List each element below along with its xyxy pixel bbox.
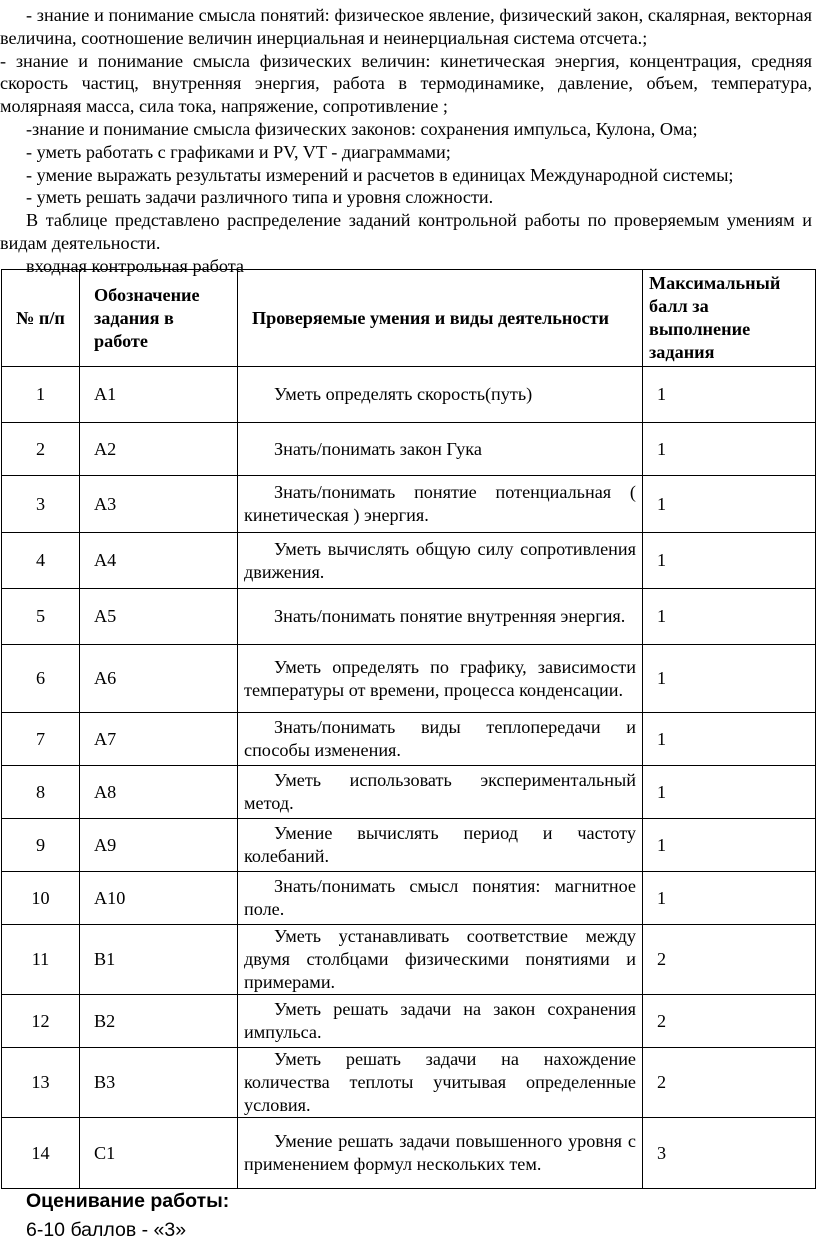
row-num: 7 — [2, 713, 80, 766]
row-score: 1 — [643, 533, 816, 589]
row-skill — [238, 423, 643, 476]
row-code: А1 — [80, 367, 238, 423]
row-num: 2 — [2, 423, 80, 476]
row-score: 1 — [643, 645, 816, 713]
row-skill — [238, 995, 643, 1048]
row-code: В2 — [80, 995, 238, 1048]
row-score: 1 — [643, 713, 816, 766]
row-score: 1 — [643, 476, 816, 533]
tasks-table — [1, 269, 816, 1189]
row-skill — [238, 645, 643, 713]
row-skill-text: Знать/понимать закон Гука — [274, 438, 482, 459]
header-score: Максимальный балл за выполнение задания — [643, 270, 816, 367]
row-num: 4 — [2, 533, 80, 589]
table-row — [2, 872, 816, 925]
table-row — [2, 423, 816, 476]
row-code: А10 — [80, 872, 238, 925]
row-skill-text: Уметь решать задачи на нахождение количества теплоты учитывая определенные условия. — [244, 1049, 636, 1115]
row-skill — [238, 533, 643, 589]
row-score: 1 — [643, 367, 816, 423]
table-header-row — [2, 270, 816, 367]
row-score: 1 — [643, 589, 816, 645]
row-code: А8 — [80, 766, 238, 819]
table-row — [2, 925, 816, 995]
row-skill — [238, 819, 643, 872]
row-skill-text: Знать/понимать виды теплопередачи и способы изменения. — [244, 717, 636, 760]
table-row — [2, 995, 816, 1048]
row-code: В1 — [80, 925, 238, 995]
row-num: 10 — [2, 872, 80, 925]
row-skill-text: Уметь решать задачи на закон сохранения импульса. — [244, 999, 636, 1042]
row-score: 1 — [643, 423, 816, 476]
intro-item-problems: - уметь решать задачи различного типа и уровня сложности. — [26, 187, 494, 208]
row-num: 1 — [2, 367, 80, 423]
row-skill-text: Уметь использовать экспериментальный метод. — [244, 770, 636, 813]
row-num: 13 — [2, 1048, 80, 1118]
table-row — [2, 766, 816, 819]
row-skill — [238, 1118, 643, 1189]
row-score: 3 — [643, 1118, 816, 1189]
table-row — [2, 1048, 816, 1118]
row-code: В3 — [80, 1048, 238, 1118]
row-num: 14 — [2, 1118, 80, 1189]
header-code: Обозначение задания в работе — [80, 270, 238, 367]
table-row — [2, 476, 816, 533]
row-code: А7 — [80, 713, 238, 766]
table-row — [2, 533, 816, 589]
intro-item-concepts: - знание и понимание смысла понятий: физическое явление, физический закон, скалярная, векторная величина, соотношение величин инерциальная и неинерциальная система отсчета.; — [0, 5, 812, 48]
evaluation-title: Оценивание работы: — [26, 1190, 230, 1212]
row-skill — [238, 367, 643, 423]
header-skill — [238, 270, 643, 367]
row-num: 8 — [2, 766, 80, 819]
row-skill-text: Уметь определять скорость(путь) — [274, 384, 533, 404]
row-skill — [238, 872, 643, 925]
row-skill-text: Знать/понимать понятие внутренняя энергия. — [274, 606, 626, 626]
row-num: 9 — [2, 819, 80, 872]
row-score: 1 — [643, 766, 816, 819]
row-code: А9 — [80, 819, 238, 872]
row-skill — [238, 925, 643, 995]
table-row — [2, 713, 816, 766]
row-code: А5 — [80, 589, 238, 645]
row-score: 2 — [643, 995, 816, 1048]
table-row — [2, 589, 816, 645]
intro-item-graphs: - уметь работать с графиками и PV, VT - диаграммами; — [26, 141, 451, 162]
intro-item-quantities: - знание и понимание смысла физических величин: кинетическая энергия, концентрация, средняя скорость частиц, внутренняя энергия, работа в термодинамике, давление, объем, температура, молярнаяя масса, сила тока, напряжение, сопротивление ; — [0, 50, 812, 117]
row-score: 2 — [643, 1048, 816, 1118]
row-skill — [238, 766, 643, 819]
row-num: 12 — [2, 995, 80, 1048]
row-score: 1 — [643, 819, 816, 872]
intro-text — [0, 4, 812, 278]
intro-table-description: В таблице представлено распределение заданий контрольной работы по проверяемым умениям и видам деятельности. — [0, 210, 812, 253]
row-skill — [238, 589, 643, 645]
table-row — [2, 819, 816, 872]
intro-item-units: - умение выражать результаты измерений и расчетов в единицах Международной системы; — [26, 164, 734, 185]
row-skill — [238, 476, 643, 533]
table-row — [2, 645, 816, 713]
row-skill-text: Умение вычислять период и частоту колебаний. — [244, 823, 636, 866]
table-caption: входная контрольная работа — [26, 255, 244, 276]
row-code: А2 — [80, 423, 238, 476]
header-skill-text: Проверяемые умения и виды деятельности — [252, 307, 609, 328]
row-skill-text: Знать/понимать понятие потенциальная ( кинетическая ) энергия. — [244, 482, 636, 525]
table-row — [2, 367, 816, 423]
evaluation-grade-3: 6-10 баллов - «3» — [26, 1219, 187, 1241]
row-skill-text: Умение решать задачи повышенного уровня с применением формул нескольких тем. — [244, 1131, 636, 1174]
row-num: 11 — [2, 925, 80, 995]
row-code: А6 — [80, 645, 238, 713]
table-row — [2, 1118, 816, 1189]
row-num: 6 — [2, 645, 80, 713]
row-code: С1 — [80, 1118, 238, 1189]
row-score: 2 — [643, 925, 816, 995]
row-skill — [238, 713, 643, 766]
row-skill-text: Уметь устанавливать соответствие между двумя столбцами физическими понятиями и примерами. — [244, 926, 636, 992]
row-skill-text: Знать/понимать смысл понятия: магнитное поле. — [244, 876, 636, 919]
row-score: 1 — [643, 872, 816, 925]
intro-item-laws: -знание и понимание смысла физических законов: сохранения импульса, Кулона, Ома; — [26, 118, 698, 139]
row-skill — [238, 1048, 643, 1118]
row-skill-text: Уметь вычислять общую силу сопротивления движения. — [244, 538, 636, 582]
row-code: А3 — [80, 476, 238, 533]
row-skill-text: Уметь определять по графику, зависимости температуры от времени, процесса конденсации. — [244, 656, 636, 700]
row-num: 3 — [2, 476, 80, 533]
header-num: № п/п — [2, 270, 80, 367]
row-code: А4 — [80, 533, 238, 589]
row-num: 5 — [2, 589, 80, 645]
